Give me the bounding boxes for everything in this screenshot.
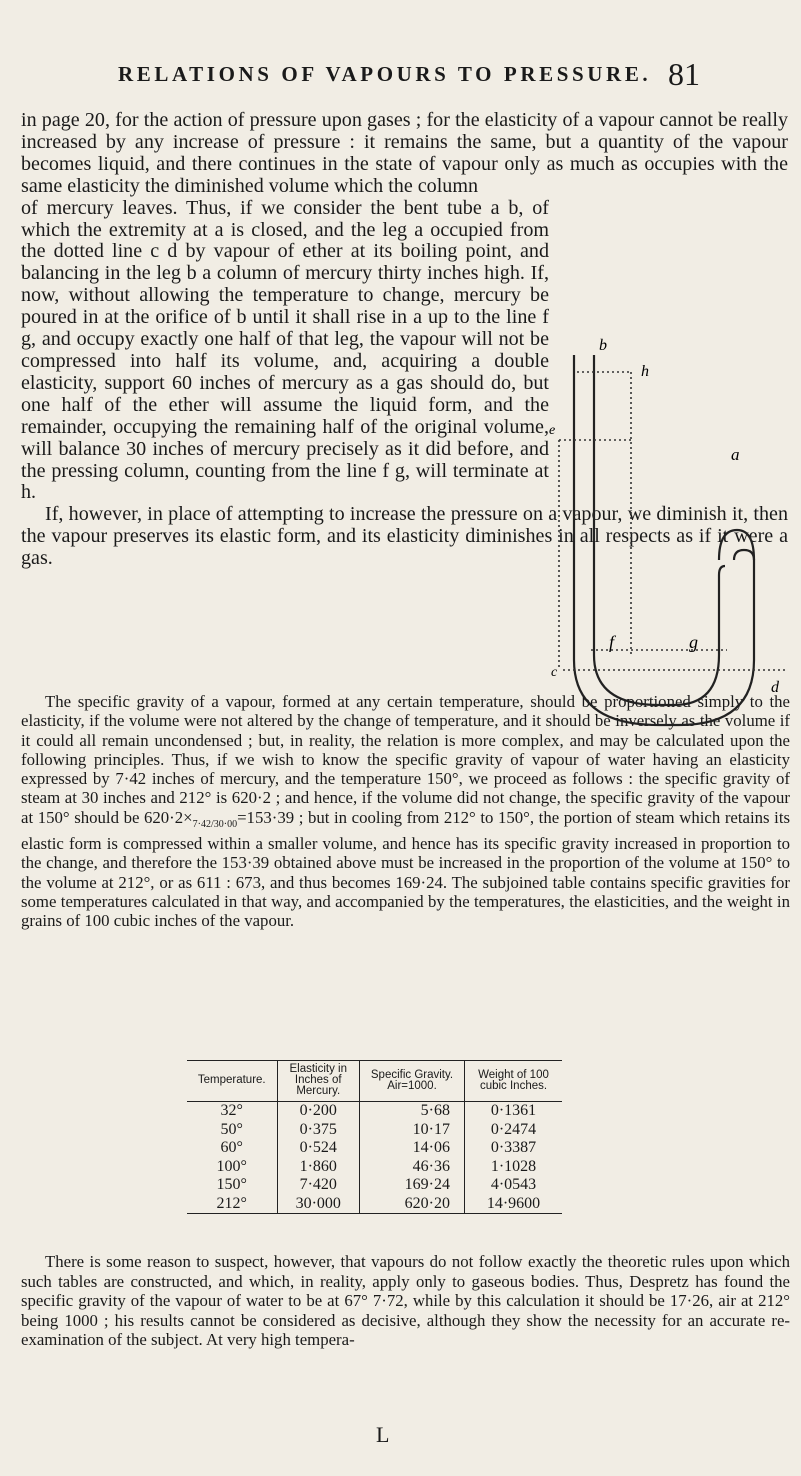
paragraph-1-top: in page 20, for the action of pressure upon gases ; for the elasticity of a vapour cannot be really increased by any increase of pressure : it remains the same, but a quantity of the vapour becomes liquid, and there continues in the state of vapour only as much as occupies with the same elasticity the diminished volume which the column <box>21 109 788 197</box>
table-cell: 0·2474 <box>465 1121 563 1140</box>
label-f: f <box>609 632 615 652</box>
table-cell: 14·9600 <box>465 1195 563 1214</box>
closing-text <box>21 1252 790 1350</box>
table-row <box>187 1195 562 1214</box>
col-header-elasticity: Elasticity in Inches of Mercury. <box>277 1061 360 1102</box>
table-cell: 0·524 <box>277 1139 360 1158</box>
closed-leg-a <box>719 530 754 560</box>
paragraph-4: There is some reason to suspect, however, that vapours do not follow exactly the theoretic rules upon which such tables are constructed, and which, in reality, apply only to gaseous bodies. Thus, Despretz has found the specific gravity of the vapour of water to be at 67° 7·72, while by this calculation it should be 17·26, air at 212° being 1000 ; his results cannot be considered as decisive, although they show the necessity for an accurate re-examination of the subject. At very high tempera- <box>21 1252 790 1349</box>
table-cell: 150° <box>216 1176 247 1193</box>
table-cell: 10·17 <box>360 1121 465 1140</box>
table-row <box>187 1102 562 1121</box>
col-header-temperature: Temperature. <box>187 1061 277 1102</box>
table-cell: 32° <box>220 1102 243 1119</box>
bent-tube-diagram <box>549 330 789 740</box>
table-cell: 0·1361 <box>465 1102 563 1121</box>
label-a: a <box>731 445 740 464</box>
col-header-weight: Weight of 100 cubic Inches. <box>465 1061 563 1102</box>
label-c: c <box>551 665 558 680</box>
label-d: d <box>771 679 779 696</box>
table-cell: 620·20 <box>360 1195 465 1214</box>
table-cell: 1·1028 <box>465 1158 563 1177</box>
label-h: h <box>641 363 649 380</box>
table-row <box>187 1158 562 1177</box>
paragraph-3-part-b: =153·39 ; but in cooling from 212° to 150°, the portion of steam which retains its elastic form is compressed within a smaller volume, and hence has its specific gravity increased in proportion to the change, and therefore the 153·39 obtained above must be increased in the proportion of the volume at 150° to the volume at 212°, or as 611 : 673, and thus becomes 169·24. The subjoined table contains specific gravities for some temperatures calculated in that way, and accompanied by the temperatures, the elasticities, and the weight in grains of 100 cubic inches of the vapour. <box>21 807 791 931</box>
page-number: 81 <box>668 56 700 92</box>
table-cell: 0·200 <box>277 1102 360 1121</box>
table-cell: 100° <box>216 1157 247 1175</box>
table-row <box>187 1176 562 1195</box>
paragraph-3-part-a: The specific gravity of a vapour, formed at any certain temperature, should be proportioned simply to the elasticity, if the volume were not altered by the change of temperature, and it should be inversely as the volume if it could all remain uncondensed ; but, in reality, the relation is more complex, and may be calculated upon the following principles. Thus, if we wish to know the specific gravity of vapour of water having an elasticity expressed by 7·42 inches of mercury, and the temperature 150°, we proceed as follows : the specific gravity of steam at 30 inches and 212° is 620·2 ; and hence, if the volume did not change, the specific gravity of the vapour at 150° should be 620·2× <box>21 692 790 827</box>
tube-inner-left <box>594 355 725 705</box>
table-cell: 1·860 <box>277 1158 360 1177</box>
vapour-table <box>187 1060 562 1214</box>
paragraph-2: If, however, in place of attempting to increase the pressure on a vapour, we diminish it, then the vapour preserves its elastic form, and its elasticity diminishes in all respects as if it were a gas. <box>21 503 788 570</box>
col-header-specific-gravity: Specific Gravity. Air=1000. <box>360 1061 465 1102</box>
table-cell: 46·36 <box>360 1158 465 1177</box>
label-b: b <box>599 337 607 354</box>
table-cell: 169·24 <box>360 1176 465 1195</box>
page-header <box>0 56 801 102</box>
label-e: e <box>549 423 556 438</box>
fraction: 7·42/30·00 <box>192 818 238 830</box>
table-cell: 14·06 <box>360 1139 465 1158</box>
table-cell: 5·68 <box>360 1102 465 1121</box>
table-header-row <box>187 1061 562 1102</box>
table-cell: 30·000 <box>277 1195 360 1214</box>
table-row <box>187 1121 562 1140</box>
table-cell: 50° <box>220 1120 243 1138</box>
paragraph-1-wrapped: of mercury leaves. Thus, if we consider the bent tube a b, of which the extremity at a is closed, and the leg a occupied from the dotted line c d by vapour of ether at its boiling point, and balancing in the leg b a column of mercury thirty inches high. If, now, without allowing the temperature to change, mercury be poured in at the orifice of b until it shall rise in a up to the line f g, and occupy exactly one half of that leg, the vapour will not be compressed into half its volume, and, acquiring a double elasticity, support 60 inches of mercury as a gas should do, but one half of the ether will assume the liquid form, and the remainder, occupying the remaining half of the original volume, will balance 30 inches of mercury precisely as it did before, and the pressing column, counting from the line f g, will terminate at h. <box>21 196 549 504</box>
label-g: g <box>689 632 698 652</box>
table-cell: 60° <box>220 1139 243 1156</box>
table-cell: 212° <box>216 1194 247 1212</box>
table-cell: 7·420 <box>277 1176 360 1195</box>
table-cell: 0·3387 <box>465 1139 563 1158</box>
vapour-table-container <box>187 1060 562 1214</box>
signature-mark: L <box>376 1422 390 1447</box>
table-cell: 4·0543 <box>465 1176 563 1195</box>
running-head: RELATIONS OF VAPOURS TO PRESSURE. <box>118 62 652 86</box>
table-cell: 0·375 <box>277 1121 360 1140</box>
table-row <box>187 1139 562 1158</box>
